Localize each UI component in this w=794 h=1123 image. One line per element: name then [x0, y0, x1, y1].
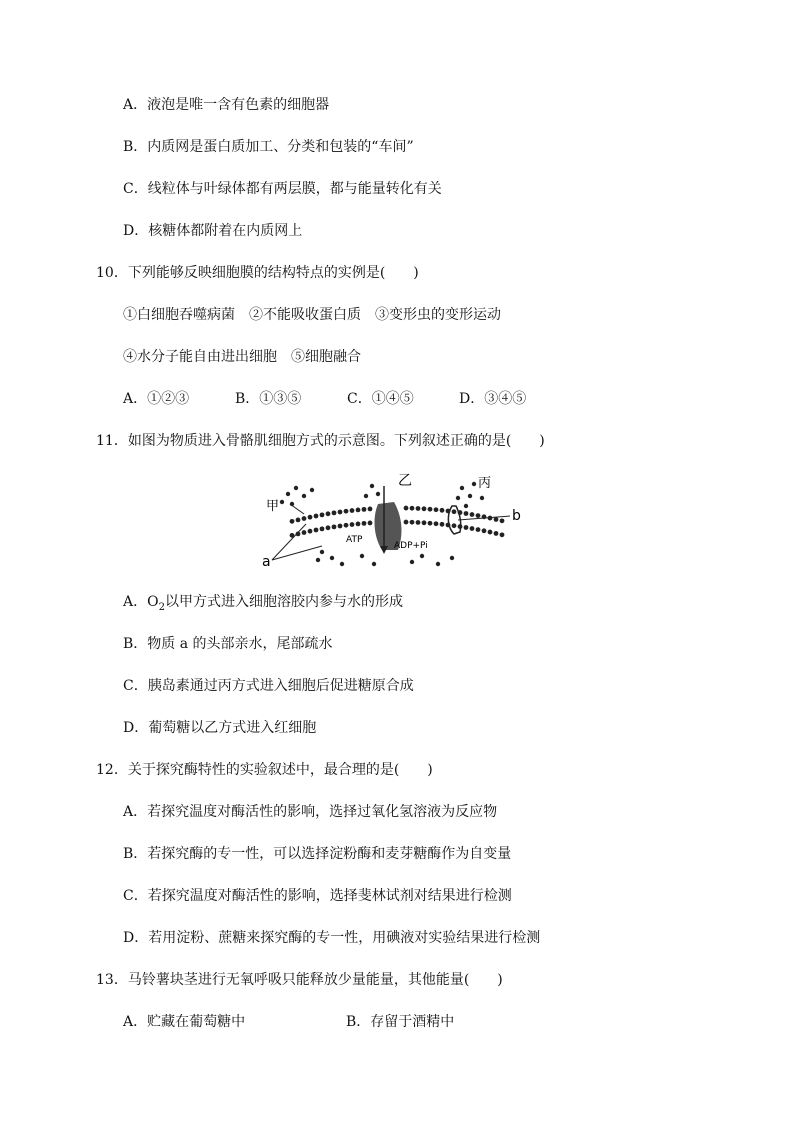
- phospholipid-head-outer: [422, 506, 427, 511]
- molecule: [370, 484, 374, 488]
- phospholipid-head-inner: [482, 528, 487, 533]
- molecule: [360, 554, 364, 558]
- phospholipid-head-inner: [410, 520, 415, 525]
- q10-stem: 10．下列能够反映细胞膜的结构特点的实例是( ): [96, 265, 419, 281]
- q11-option-d: D．葡萄糖以乙方式进入红细胞: [123, 720, 317, 736]
- pointer-jia: [290, 504, 304, 514]
- molecule: [420, 554, 424, 558]
- q11-option-a: [123, 592, 403, 618]
- phospholipid-head-inner: [302, 530, 307, 535]
- phospholipid-head-inner: [452, 523, 457, 528]
- q10-option-b: B．①③⑤: [235, 391, 302, 407]
- phospholipid-head-outer: [326, 511, 331, 516]
- phospholipid-head-inner: [362, 521, 367, 526]
- phospholipid-head-inner: [440, 522, 445, 527]
- q12-option-c: C．若探究温度对酶活性的影响，选择斐林试剂对结果进行检测: [123, 888, 512, 904]
- phospholipid-head-inner: [500, 532, 505, 537]
- phospholipid-head-outer: [344, 509, 349, 514]
- phospholipid-head-outer: [404, 506, 409, 511]
- phospholipid-head-outer: [500, 518, 505, 523]
- molecule: [302, 494, 306, 498]
- label-a: a: [262, 554, 271, 570]
- phospholipid-head-inner: [332, 524, 337, 529]
- label-yi: 乙: [398, 473, 412, 489]
- membrane-transport-figure: [262, 468, 534, 572]
- label-jia: 甲: [266, 499, 280, 514]
- molecule: [330, 556, 334, 560]
- phospholipid-head-outer: [470, 512, 475, 517]
- phospholipid-head-outer: [416, 506, 421, 511]
- phospholipid-head-inner: [434, 521, 439, 526]
- q9-option-c: C．线粒体与叶绿体都有两层膜，都与能量转化有关: [123, 181, 442, 197]
- molecule: [280, 500, 284, 504]
- phospholipid-head-outer: [308, 515, 313, 520]
- q9-option-d: D．核糖体都附着在内质网上: [123, 223, 303, 239]
- q11-option-b: B．物质 a 的头部亲水，尾部疏水: [123, 636, 333, 652]
- phospholipid-head-inner: [428, 521, 433, 526]
- phospholipid-head-inner: [344, 523, 349, 528]
- label-adp: ADP+Pi: [394, 541, 428, 551]
- molecule: [480, 496, 484, 500]
- molecule: [294, 486, 298, 490]
- molecule: [460, 486, 464, 490]
- phospholipid-head-inner: [404, 520, 409, 525]
- phospholipid-head-inner: [488, 530, 493, 535]
- q9-option-a: A．液泡是唯一含有色素的细胞器: [123, 97, 330, 113]
- molecule: [472, 482, 476, 486]
- q9-option-b: B．内质网是蛋白质加工、分类和包装的“车间”: [123, 139, 414, 155]
- label-b: b: [512, 508, 521, 524]
- phospholipid-head-inner: [470, 526, 475, 531]
- pointer-a-1: [272, 524, 306, 560]
- phospholipid-head-inner: [356, 522, 361, 527]
- molecule: [464, 504, 468, 508]
- phospholipid-head-inner: [476, 527, 481, 532]
- q13-stem: 13．马铃薯块茎进行无氧呼吸只能释放少量能量，其他能量( ): [96, 972, 503, 988]
- phospholipid-head-inner: [422, 520, 427, 525]
- phospholipid-head-outer: [362, 507, 367, 512]
- phospholipid-head-outer: [440, 508, 445, 513]
- phospholipid-head-outer: [494, 517, 499, 522]
- phospholipid-head-outer: [314, 514, 319, 519]
- pointer-a-2: [272, 546, 322, 560]
- q11-option-a-prefix: A．O: [123, 594, 159, 610]
- molecule: [372, 562, 376, 566]
- phospholipid-head-outer: [296, 517, 301, 522]
- q13-option-b: B．存留于酒精中: [346, 1014, 455, 1030]
- phospholipid-head-inner: [494, 531, 499, 536]
- molecule: [340, 562, 344, 566]
- q11-stem: 11．如图为物质进入骨骼肌细胞方式的示意图。下列叙述正确的是( ): [96, 433, 545, 449]
- phospholipid-head-inner: [308, 529, 313, 534]
- phospholipid-head-outer: [320, 512, 325, 517]
- phospholipid-head-inner: [314, 528, 319, 533]
- phospholipid-head-outer: [476, 513, 481, 518]
- phospholipid-head-outer: [290, 519, 295, 524]
- q12-stem: 12．关于探究酶特性的实验叙述中，最合理的是( ): [96, 762, 433, 778]
- molecule: [316, 558, 320, 562]
- phospholipid-head-inner: [416, 520, 421, 525]
- molecule: [436, 562, 440, 566]
- phospholipid-head-outer: [356, 508, 361, 513]
- phospholipid-head-inner: [338, 524, 343, 529]
- molecule: [364, 494, 368, 498]
- phospholipid-head-outer: [410, 506, 415, 511]
- molecule: [468, 494, 472, 498]
- molecule: [456, 496, 460, 500]
- q11-option-a-sub: 2: [158, 601, 165, 613]
- q12-option-a: A．若探究温度对酶活性的影响，选择过氧化氢溶液为反应物: [123, 804, 498, 820]
- q10-items-line1: ①白细胞吞噬病菌 ②不能吸收蛋白质 ③变形虫的变形运动: [123, 307, 501, 323]
- q12-option-d: D．若用淀粉、蔗糖来探究酶的专一性，用碘液对实验结果进行检测: [123, 930, 541, 946]
- molecule: [286, 492, 290, 496]
- phospholipid-head-outer: [368, 507, 373, 512]
- q11-option-a-rest: 以甲方式进入细胞溶胶内参与水的形成: [164, 594, 403, 610]
- phospholipid-head-outer: [338, 510, 343, 515]
- phospholipid-head-outer: [302, 516, 307, 521]
- q10-items-line2: ④水分子能自由进出细胞 ⑤细胞融合: [123, 349, 361, 365]
- molecule: [410, 560, 414, 564]
- q10-option-c: C．①④⑤: [347, 391, 414, 407]
- phospholipid-head-outer: [350, 508, 355, 513]
- phospholipid-head-inner: [326, 525, 331, 530]
- molecule: [320, 550, 324, 554]
- phospholipid-head-inner: [320, 526, 325, 531]
- phospholipid-head-inner: [368, 521, 373, 526]
- phospholipid-head-outer: [428, 507, 433, 512]
- q10-option-a: A．①②③: [123, 391, 190, 407]
- molecule: [310, 488, 314, 492]
- phospholipid-head-outer: [452, 509, 457, 514]
- label-bing: 丙: [478, 476, 492, 491]
- phospholipid-head-inner: [464, 525, 469, 530]
- phospholipid-head-inner: [350, 522, 355, 527]
- phospholipid-head-outer: [332, 510, 337, 515]
- phospholipid-head-outer: [434, 507, 439, 512]
- q11-option-c: C．胰岛素通过丙方式进入细胞后促进糖原合成: [123, 678, 414, 694]
- molecule: [450, 556, 454, 560]
- phospholipid-head-outer: [464, 511, 469, 516]
- q12-option-b: B．若探究酶的专一性，可以选择淀粉酶和麦芽糖酶作为自变量: [123, 846, 512, 862]
- label-atp: ATP: [346, 535, 363, 545]
- molecule: [376, 492, 380, 496]
- q10-option-d: D．③④⑤: [459, 391, 527, 407]
- q13-option-a: A．贮藏在葡萄糖中: [123, 1014, 246, 1030]
